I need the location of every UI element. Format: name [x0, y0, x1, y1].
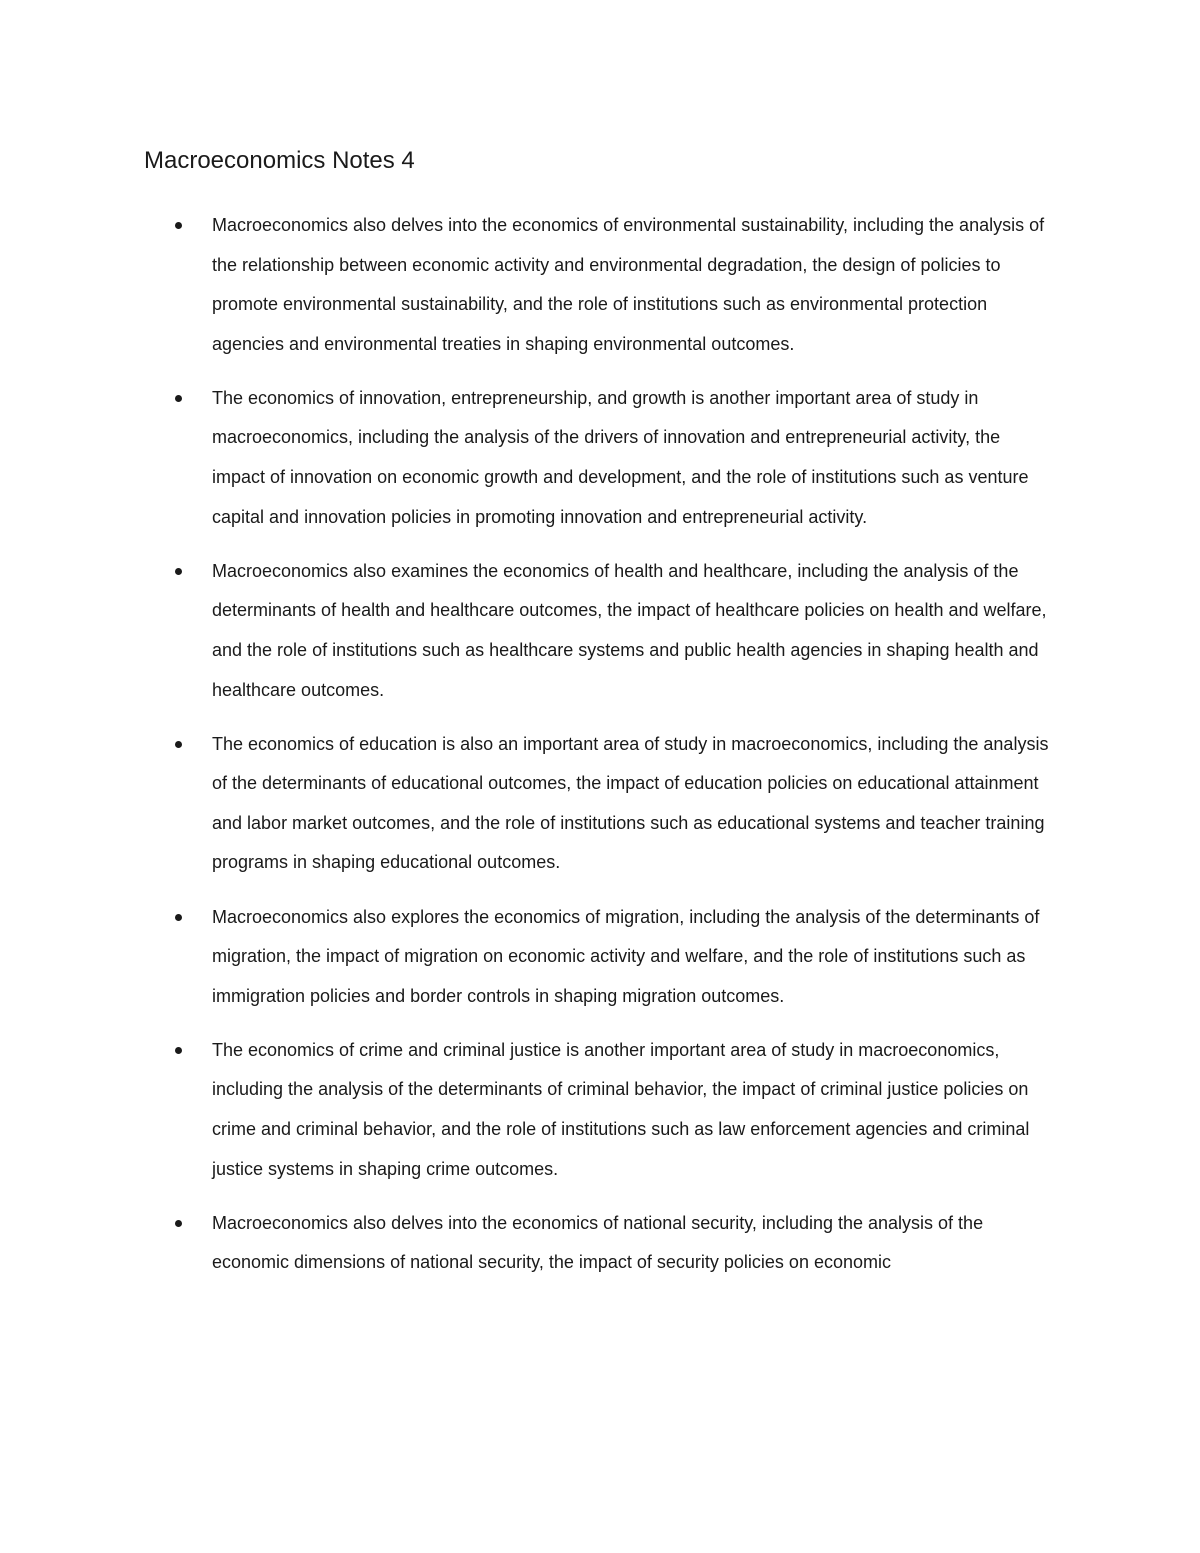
list-item-text: Macroeconomics also examines the economics of health and healthcare, including the analysis of the determinants of health and healthcare outcomes, the impact of healthcare policies on health and welfare, and the role of institutions such as healthcare systems and public health agencies in shaping health and healthcare outcomes.: [212, 560, 1047, 700]
list-item-text: Macroeconomics also delves into the economics of national security, including the analysis of the economic dimensions of national security, the impact of security policies on economic: [212, 1212, 984, 1273]
bullet-icon: [175, 1220, 182, 1227]
list-item: [0, 1204, 1058, 1283]
bullet-icon: [175, 741, 182, 748]
list-item-text: Macroeconomics also explores the economics of migration, including the analysis of the determinants of migration, the impact of migration on economic activity and welfare, and the role of institutions such as immigration policies and border controls in shaping migration outcomes.: [212, 906, 1040, 1006]
bullet-icon: [175, 1047, 182, 1054]
list-item: [0, 1031, 1058, 1189]
bullet-icon: [175, 914, 182, 921]
list-item: [0, 898, 1058, 1017]
list-item: [0, 725, 1058, 883]
list-item: [0, 206, 1058, 364]
list-item-text: The economics of education is also an important area of study in macroeconomics, including the analysis of the determinants of educational outcomes, the impact of education policies on educational attainment and labor market outcomes, and the role of institutions such as educational systems and teacher training programs in shaping educational outcomes.: [212, 733, 1049, 873]
list-item-text: The economics of innovation, entrepreneurship, and growth is another important area of study in macroeconomics, including the analysis of the drivers of innovation and entrepreneurial activity, the impact of innovation on economic growth and development, and the role of institutions such as venture capital and innovation policies in promoting innovation and entrepreneurial activity.: [212, 387, 1029, 527]
list-item-text: Macroeconomics also delves into the economics of environmental sustainability, including the analysis of the relationship between economic activity and environmental degradation, the design of policies to promote environmental sustainability, and the role of institutions such as environmental protection agencies and environmental treaties in shaping environmental outcomes.: [212, 215, 1045, 354]
list-item-text: The economics of crime and criminal justice is another important area of study in macroeconomics, including the analysis of the determinants of criminal behavior, the impact of criminal justice policies on crime and criminal behavior, and the role of institutions such as law enforcement agencies and criminal justice systems in shaping crime outcomes.: [212, 1039, 1030, 1179]
list-item: [0, 379, 1058, 537]
bullet-icon: [175, 395, 182, 402]
document-title: Macroeconomics Notes 4: [144, 147, 415, 174]
list-item: [0, 552, 1058, 710]
bullet-list: [0, 206, 1200, 1297]
bullet-icon: [175, 568, 182, 575]
bullet-icon: [175, 222, 182, 229]
